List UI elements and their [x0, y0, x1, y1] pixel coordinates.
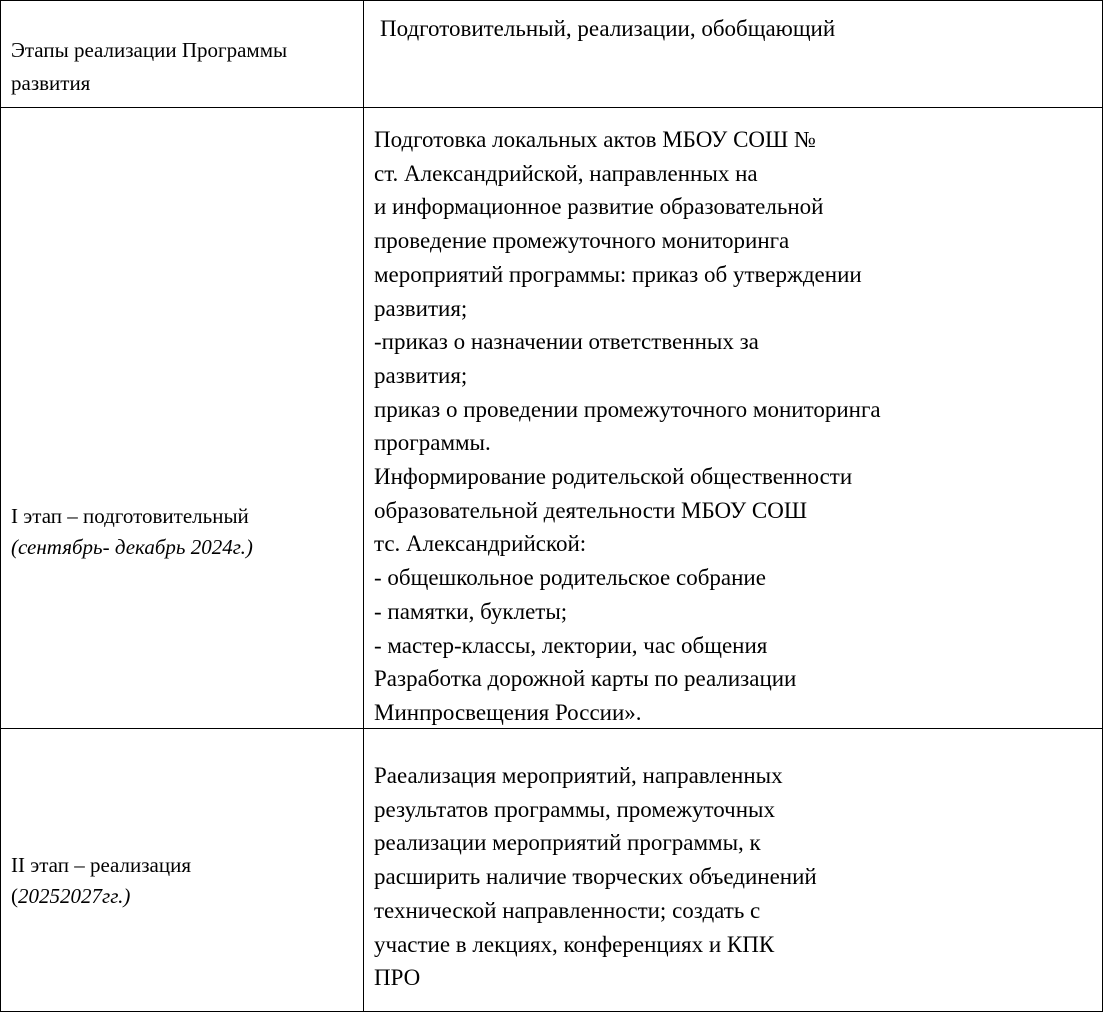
- stage-1-line: приказ о проведении промежуточного мониторинга: [374, 396, 881, 422]
- stage-2-line: расширить наличие творческих объединений: [374, 864, 817, 890]
- stage-2-period-open: (: [11, 884, 18, 908]
- stage-1-content: [374, 123, 881, 730]
- stage-1-line: развития;: [374, 295, 468, 321]
- stage-1-line: тс. Александрийской:: [374, 531, 587, 557]
- header-cell-types: [364, 1, 1103, 108]
- stage-2-title-cell: [1, 729, 364, 1012]
- header-stages-label: Этапы реализации Программы развития: [11, 38, 288, 95]
- stage-1-line: Информирование родительской общественности: [374, 464, 853, 490]
- stage-1-line: и информационное развитие образовательной: [374, 194, 824, 220]
- stage-1-line: проведение промежуточного мониторинга: [374, 228, 790, 254]
- stage-2-line: участие в лекциях, конференциях и КПК: [374, 931, 775, 957]
- stage-1-line: развития;: [374, 362, 468, 388]
- stage-1-line: - памятки, буклеты;: [374, 598, 568, 624]
- stage-2-line: реализации мероприятий программы, к: [374, 830, 761, 856]
- header-types-label: Подготовительный, реализации, обобщающий: [380, 16, 836, 41]
- stage-1-line: Подготовка локальных актов МБОУ СОШ №: [374, 127, 816, 152]
- stage-1-title: [11, 501, 356, 563]
- stage-1-line: - общешкольное родительское собрание: [374, 565, 766, 591]
- stage-1-line: образовательной деятельности МБОУ СОШ: [374, 497, 808, 523]
- stage-1-line: программы.: [374, 430, 491, 456]
- stage-2-name: II этап – реализация: [11, 853, 192, 877]
- stage-2-line: результатов программы, промежуточных: [374, 796, 775, 822]
- stage-2-content-cell: [364, 729, 1103, 1012]
- stage-2-period: 20252027гг.): [18, 884, 131, 908]
- stage-2-line: технической направленности; создать с: [374, 897, 761, 923]
- stage-1-line: Минпросвещения России».: [374, 699, 642, 725]
- stage-1-line: ст. Александрийской, направленных на: [374, 160, 758, 186]
- stage-2-line: ПРО: [374, 965, 421, 991]
- stage-1-line: -приказ о назначении ответственных за: [374, 329, 759, 355]
- table-header-row: [1, 1, 1103, 108]
- stage-1-line: мероприятий программы: приказ об утверждении: [374, 261, 862, 287]
- stage-1-line: - мастер-классы, лектории, час общения: [374, 632, 768, 658]
- stage-1-period: (сентябрь- декабрь 2024г.): [11, 535, 253, 559]
- stage-2-title: [11, 850, 356, 912]
- header-cell-stages: [1, 1, 364, 108]
- stage-1-title-cell: [1, 108, 364, 729]
- stage-2-content: [374, 759, 817, 995]
- stage-1-name: I этап – подготовительный: [11, 504, 249, 528]
- table-row-stage-2: [1, 729, 1103, 1012]
- stage-1-line: Разработка дорожной карты по реализации: [374, 666, 797, 692]
- stage-1-content-cell: [364, 108, 1103, 729]
- table-row-stage-1: [1, 108, 1103, 729]
- stage-2-line: Раеализация мероприятий, направленных: [374, 763, 783, 788]
